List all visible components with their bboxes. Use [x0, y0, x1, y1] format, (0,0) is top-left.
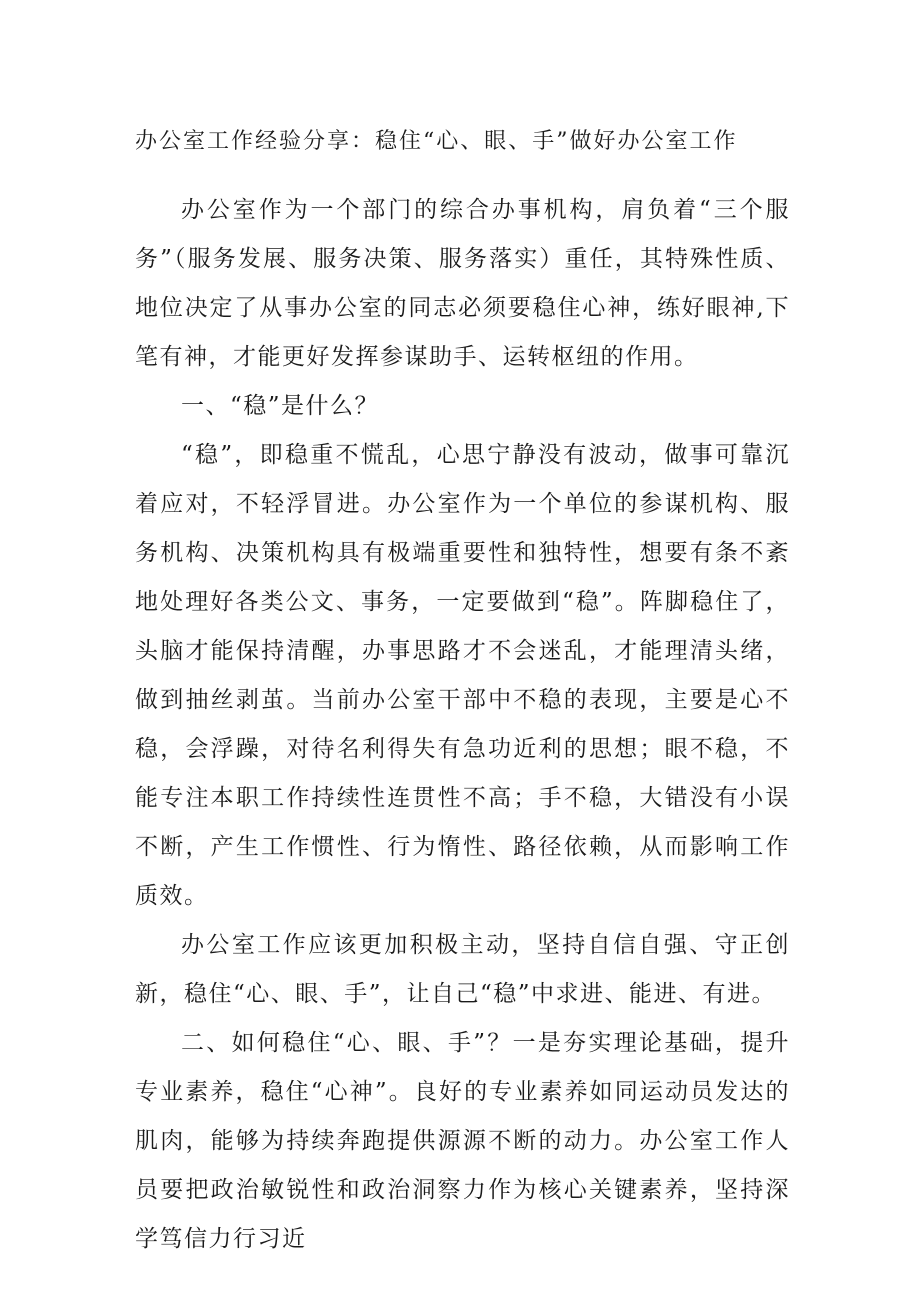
- section-heading-what-is-stable: 一、“稳”是什么？: [181, 393, 380, 419]
- paragraph-stable-definition: “稳”，即稳重不慌乱，心思宁静没有波动，做事可靠沉着应对，不轻浮冒进。办公室作为一个单位的参谋机构、服务机构、决策机构具有极端重要性和独特性，想要有条不紊地处理好各类公文、事务，一定要做到“稳”。阵脚稳住了，头脑才能保持清醒，办事思路才不会迷乱，才能理清头绪，做到抽丝剥茧。当前办公室干部中不稳的表现，主要是心不稳，会浮躁，对待名利得失有急功近利的思想；眼不稳，不能专注本职工作持续性连贯性不高；手不稳，大错没有小误不断，产生工作惯性、行为惰性、路径依赖，从而影响工作质效。: [135, 442, 790, 909]
- document-body: [135, 186, 790, 1264]
- paragraph-intro: 办公室作为一个部门的综合办事机构，肩负着“三个服务”（服务发展、服务决策、服务落实）重任，其特殊性质、地位决定了从事办公室的同志必须要稳住心神，练好眼神,下笔有神，才能更好发挥参谋助手、运转枢纽的作用。: [135, 197, 790, 370]
- document-title: 办公室工作经验分享：稳住“心、眼、手”做好办公室工作: [135, 129, 738, 154]
- paragraph-how-to-stabilize: 二、如何稳住“心、眼、手”？一是夯实理论基础，提升专业素养，稳住“心神”。良好的专业素养如同运动员发达的肌肉，能够为持续奔跑提供源源不断的动力。办公室工作人员要把政治敏锐性和政治洞察力作为核心关键素养，坚持深学笃信力行习近: [135, 1030, 790, 1252]
- paragraph-proactive-work: 办公室工作应该更加积极主动，坚持自信自强、守正创新，稳住“心、眼、手”，让自己“稳”中求进、能进、有进。: [135, 932, 790, 1007]
